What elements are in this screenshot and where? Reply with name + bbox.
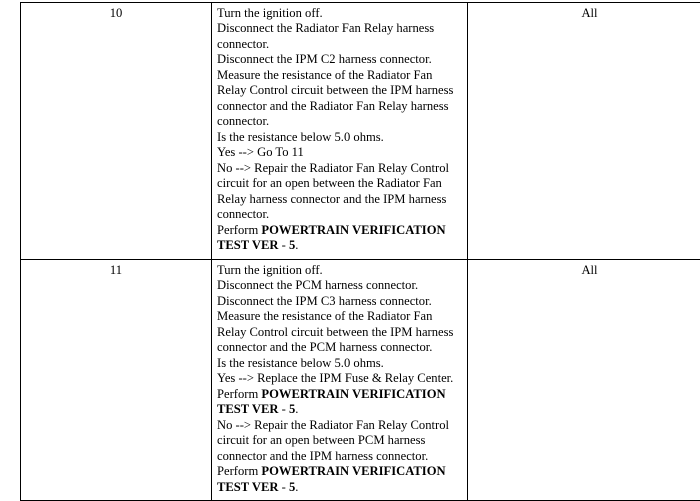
body-text: Disconnect the IPM C2 harness connector. (217, 52, 432, 66)
body-text: . (295, 402, 298, 416)
action-lines-0 (217, 6, 462, 254)
body-text: Turn the ignition off. (217, 263, 323, 277)
body-text: . (295, 238, 298, 252)
action-line (217, 52, 462, 67)
action-line (217, 263, 462, 278)
body-text: - (279, 402, 290, 416)
action-line (217, 309, 462, 355)
action-line (217, 68, 462, 130)
emphasis-text: 5 (289, 480, 295, 494)
body-text: Is the resistance below 5.0 ohms. (217, 130, 384, 144)
body-text: Disconnect the PCM harness connector. (217, 278, 418, 292)
body-text: No --> Repair the Radiator Fan Relay Control circuit for an open between PCM harness connector and the IPM harness connector. (217, 418, 449, 463)
emphasis-text: POWERTRAIN VERIFICATION TEST VER (217, 223, 446, 252)
body-text: Measure the resistance of the Radiator Fan Relay Control circuit between the IPM harness connector and the Radiator Fan Relay harness connector. (217, 68, 453, 128)
table-row (21, 259, 700, 500)
emphasis-text: 5 (289, 238, 295, 252)
applies-to-cell: All (468, 3, 700, 260)
action-lines-1 (217, 263, 462, 495)
body-text: Yes --> Replace the IPM Fuse & Relay Center. (217, 371, 453, 385)
action-line (217, 130, 462, 145)
action-line (217, 387, 462, 418)
action-line (217, 6, 462, 21)
body-text: - (279, 238, 290, 252)
step-number-cell: 10 (21, 3, 212, 260)
diagnostic-procedure-table (20, 2, 700, 501)
body-text: Measure the resistance of the Radiator Fan Relay Control circuit between the IPM harness connector and the PCM harness connector. (217, 309, 453, 354)
body-text: Turn the ignition off. (217, 6, 323, 20)
body-text: Is the resistance below 5.0 ohms. (217, 356, 384, 370)
emphasis-text: POWERTRAIN VERIFICATION TEST VER (217, 464, 446, 493)
action-line (217, 371, 462, 386)
body-text: Perform (217, 223, 261, 237)
body-text: Disconnect the Radiator Fan Relay harness connector. (217, 21, 434, 50)
action-cell (212, 3, 468, 260)
action-cell (212, 259, 468, 500)
body-text: Disconnect the IPM C3 harness connector. (217, 294, 432, 308)
action-line (217, 356, 462, 371)
table-body (21, 3, 700, 501)
applies-to-cell: All (468, 259, 700, 500)
body-text: Perform (217, 387, 261, 401)
action-line (217, 161, 462, 223)
action-line (217, 418, 462, 464)
body-text: - (279, 480, 290, 494)
body-text: Yes --> Go To 11 (217, 145, 304, 159)
action-line (217, 464, 462, 495)
step-number-cell: 11 (21, 259, 212, 500)
action-line (217, 294, 462, 309)
body-text: . (295, 480, 298, 494)
emphasis-text: 5 (289, 402, 295, 416)
emphasis-text: POWERTRAIN VERIFICATION TEST VER (217, 387, 446, 416)
action-line (217, 223, 462, 254)
action-line (217, 278, 462, 293)
body-text: No --> Repair the Radiator Fan Relay Control circuit for an open between the Radiator Fan Relay harness connector and the IPM harness connector. (217, 161, 449, 221)
body-text: Perform (217, 464, 261, 478)
action-line (217, 21, 462, 52)
table-row (21, 3, 700, 260)
action-line (217, 145, 462, 160)
